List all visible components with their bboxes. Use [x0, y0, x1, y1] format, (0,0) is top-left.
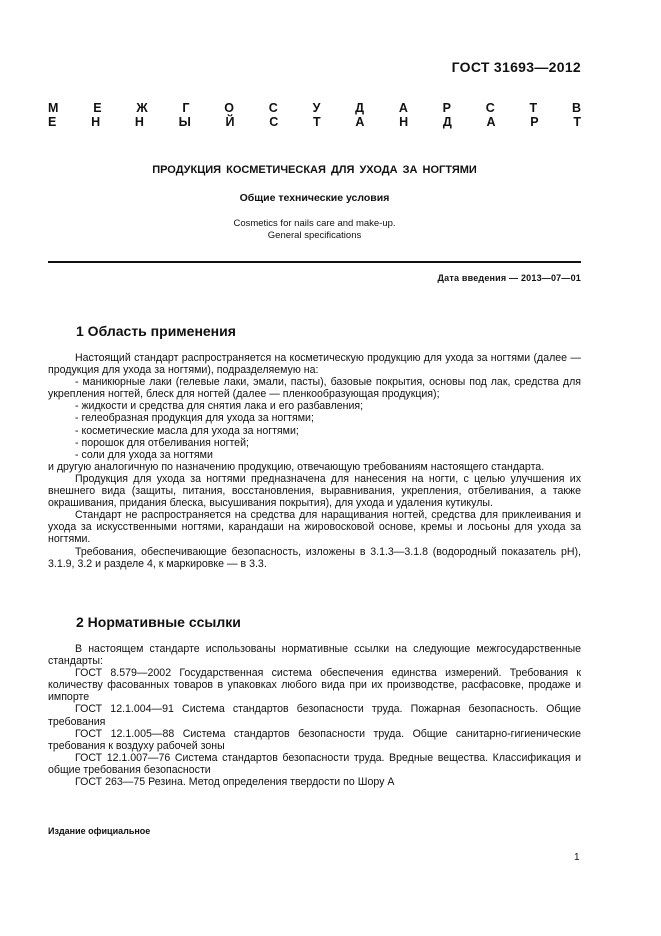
- section-1-paragraph-2: и другую аналогичную по назначению продукцию, отвечающую требованиям настоящего стандарта.: [48, 460, 545, 473]
- interstate-standard-label: М Е Ж Г О С У Д А Р С Т В Е Н Н Ы Й С Т А Н Д А Р Т: [48, 101, 581, 129]
- list-item: - косметические масла для ухода за ногтями;: [75, 424, 299, 437]
- section-2-heading: 2 Нормативные ссылки: [76, 614, 241, 630]
- document-subtitle: Общие технические условия: [239, 192, 390, 204]
- standard-number: ГОСТ 31693—2012: [451, 59, 581, 75]
- normative-reference: ГОСТ 12.1.007—76 Система стандартов безопасности труда. Вредные вещества. Классификация и общие требования безопасности: [48, 751, 581, 776]
- list-item: - порошок для отбеливания ногтей;: [75, 436, 249, 449]
- list-item: - гелеобразная продукция для ухода за ногтями;: [75, 412, 314, 425]
- list-item: - соли для ухода за ногтями: [75, 448, 213, 461]
- section-1-paragraph-1: Настоящий стандарт распространяется на косметическую продукцию для ухода за ногтями (далее — продукция для ухода за ногтями), подразделяемую на:: [48, 352, 581, 377]
- page-number: 1: [574, 852, 580, 863]
- normative-reference: ГОСТ 8.579—2002 Государственная система обеспечения единства измерений. Требования к количеству фасованных товаров в упаковках любого вида при их производстве, расфасовке, продаже и импорте: [48, 667, 581, 704]
- english-title-line-2: General specifications: [267, 230, 362, 241]
- english-title-line-1: Cosmetics for nails care and make-up.: [233, 218, 396, 229]
- document-title: ПРОДУКЦИЯ КОСМЕТИЧЕСКАЯ ДЛЯ УХОДА ЗА НОГТЯМИ: [152, 164, 477, 176]
- official-edition-note: Издание официальное: [48, 826, 151, 836]
- list-item: - маникюрные лаки (гелевые лаки, эмали, пасты), базовые покрытия, основы под лак, средства для укрепления ногтей, блеск для ногтей (далее — пленкообразующая продукция);: [48, 376, 581, 401]
- section-1-paragraph-5: Требования, обеспечивающие безопасность, изложены в 3.1.3—3.1.8 (водородный показатель pH), 3.1.9, 3.2 и разделе 4, к маркировке — в 3.3.: [48, 545, 581, 570]
- section-2-paragraph-1: В настоящем стандарте использованы нормативные ссылки на следующие межгосударственные стандарты:: [48, 643, 581, 668]
- section-2-body: [48, 643, 581, 788]
- introduction-date: Дата введения — 2013—07—01: [437, 273, 581, 283]
- english-title: [48, 218, 581, 242]
- section-1-heading: 1 Область применения: [76, 323, 236, 339]
- normative-reference: ГОСТ 263—75 Резина. Метод определения твердости по Шору А: [75, 776, 395, 789]
- normative-reference: ГОСТ 12.1.005—88 Система стандартов безопасности труда. Общие санитарно-гигиенические требования к воздуху рабочей зоны: [48, 727, 581, 752]
- section-1-paragraph-4: Стандарт не распространяется на средства для наращивания ногтей, средства для приклеивания и ухода за искусственными ногтями, карандаши на жировосковой основе, кремы и лосьоны для ухода за ногтями.: [48, 509, 581, 546]
- section-1-paragraph-3: Продукция для ухода за ногтями предназначена для нанесения на ногти, с целью улучшения их внешнего вида (защиты, питания, восстановления, выравнивания, укрепления, отбеливания, а также окрашивания, придания блеска, высушивания покрытия), для ухода и удаления кутикулы.: [48, 472, 581, 510]
- title-divider: [48, 261, 581, 263]
- list-item: - жидкости и средства для снятия лака и его разбавления;: [75, 400, 364, 413]
- normative-reference: ГОСТ 12.1.004—91 Система стандартов безопасности труда. Пожарная безопасность. Общие требования: [48, 703, 581, 728]
- section-1-body: [48, 352, 581, 570]
